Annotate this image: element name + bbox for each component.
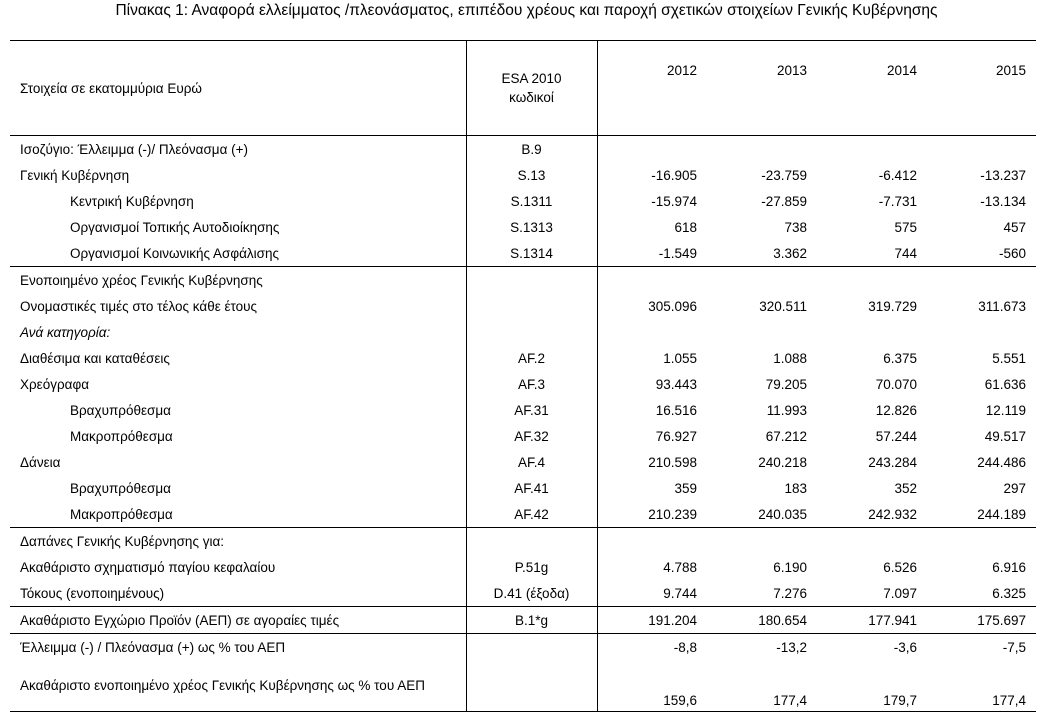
row-value <box>927 528 1036 555</box>
row-value: -13,2 <box>707 634 817 661</box>
row-value: 7.276 <box>773 585 807 601</box>
header-label: Στοιχεία σε εκατομμύρια Ευρώ <box>10 41 466 136</box>
row-value <box>707 528 817 555</box>
row-code: AF.2 <box>466 345 597 371</box>
row-code: B.9 <box>466 136 597 163</box>
row-value <box>817 136 927 163</box>
row-value: 320.511 <box>759 298 807 314</box>
row-label: Δάνεια <box>20 454 61 470</box>
row-value <box>927 267 1036 294</box>
row-value: 159,6 <box>597 660 707 712</box>
row-label: Οργανισμοί Κοινωνικής Ασφάλισης <box>70 245 279 261</box>
row-value: -13.134 <box>980 193 1026 209</box>
row-label: Ισοζύγιο: Έλλειμμα (-)/ Πλεόνασμα (+) <box>20 141 249 157</box>
row-value: 7.097 <box>883 585 917 601</box>
row-value: 352 <box>894 480 917 496</box>
row-value: -7.731 <box>878 193 917 209</box>
row-code <box>466 528 597 555</box>
row-value: 240.035 <box>758 506 807 522</box>
row-value <box>927 319 1036 345</box>
row-value: 575 <box>894 219 917 235</box>
row-value: -27.859 <box>761 193 807 209</box>
header-code-line1: ESA 2010 <box>501 71 562 86</box>
row-label: Βραχυπρόθεσμα <box>70 402 171 418</box>
table-row <box>10 188 1036 214</box>
row-label: Γενική Κυβέρνηση <box>20 167 130 183</box>
row-value <box>817 319 927 345</box>
row-value: 297 <box>1003 480 1026 496</box>
row-value: 305.096 <box>648 298 697 314</box>
row-value: 183 <box>784 480 807 496</box>
table-row <box>10 580 1036 607</box>
table-row <box>10 607 1036 634</box>
table-row <box>10 371 1036 397</box>
row-value: 61.636 <box>984 376 1026 392</box>
table-row <box>10 554 1036 580</box>
row-value: 79.205 <box>765 376 807 392</box>
row-value: 12.826 <box>875 402 917 418</box>
row-code: S.13 <box>466 162 597 188</box>
row-code: AF.4 <box>466 449 597 475</box>
table-row <box>10 240 1036 267</box>
row-label: Ακαθάριστο σχηματισμό παγίου κεφαλαίου <box>20 559 276 575</box>
table-row <box>10 475 1036 501</box>
row-value: 6.325 <box>992 585 1026 601</box>
row-value: 244.189 <box>977 506 1026 522</box>
row-value: 5.551 <box>992 350 1026 366</box>
table-header-row <box>10 41 1036 136</box>
row-value: 57.244 <box>875 428 917 444</box>
row-value <box>597 319 707 345</box>
row-value: 49.517 <box>984 428 1026 444</box>
table-row <box>10 214 1036 240</box>
row-code: S.1311 <box>466 188 597 214</box>
table-row <box>10 319 1036 345</box>
row-value <box>817 528 927 555</box>
row-value: -7,5 <box>927 634 1036 661</box>
row-value: 457 <box>1003 219 1026 235</box>
row-value: 11.993 <box>766 402 807 418</box>
row-label: Ακαθάριστο ενοποιημένο χρέος Γενικής Κυβέρνησης ως % του ΑΕΠ <box>10 660 466 712</box>
row-value: 191.204 <box>597 607 707 634</box>
fiscal-data-table <box>10 40 1036 712</box>
row-value: 9.744 <box>663 585 697 601</box>
row-code: P.51g <box>466 554 597 580</box>
row-value: -6.412 <box>878 167 917 183</box>
row-value: 177,4 <box>927 660 1036 712</box>
row-code: D.41 (έξοδα) <box>466 580 597 607</box>
header-year: 2013 <box>707 41 817 136</box>
row-value: -23.759 <box>761 167 807 183</box>
header-code-line2: κωδικοί <box>509 90 554 105</box>
header-year: 2014 <box>817 41 927 136</box>
table-title: Πίνακας 1: Αναφορά ελλείμματος /πλεονάσματος, επιπέδου χρέους και παροχή σχετικών στοιχείων Γενικής Κυβέρνησης <box>115 2 938 19</box>
row-value: 738 <box>784 219 807 235</box>
row-code: AF.3 <box>466 371 597 397</box>
table-row <box>10 162 1036 188</box>
header-year: 2015 <box>927 41 1036 136</box>
table-row <box>10 501 1036 528</box>
table-row <box>10 397 1036 423</box>
row-value <box>597 267 707 294</box>
row-value: -560 <box>998 245 1026 261</box>
row-value: 67.212 <box>765 428 807 444</box>
row-value: 359 <box>674 480 697 496</box>
row-value: -1.549 <box>658 245 697 261</box>
row-value: 243.284 <box>868 454 917 470</box>
row-value: 180.654 <box>707 607 817 634</box>
row-value: -13.237 <box>980 167 1026 183</box>
table-row <box>10 660 1036 712</box>
row-value: -16.905 <box>651 167 697 183</box>
row-value: 175.697 <box>927 607 1036 634</box>
row-value <box>817 267 927 294</box>
row-label: Χρεόγραφα <box>20 376 90 392</box>
row-label: Μακροπρόθεσμα <box>70 428 173 444</box>
table-row <box>10 345 1036 371</box>
row-value <box>597 136 707 163</box>
row-code: AF.42 <box>466 501 597 528</box>
row-value: -8,8 <box>597 634 707 661</box>
row-label: Έλλειμμα (-) / Πλεόνασμα (+) ως % του ΑΕΠ <box>10 634 466 661</box>
row-code: AF.41 <box>466 475 597 501</box>
row-code <box>466 293 597 319</box>
row-code <box>466 660 597 712</box>
row-value: 179,7 <box>817 660 927 712</box>
row-label: Κεντρική Κυβέρνηση <box>70 193 194 209</box>
table-row <box>10 528 1036 555</box>
row-label: Ενοποιημένο χρέος Γενικής Κυβέρνησης <box>10 267 466 294</box>
row-value: 12.119 <box>985 402 1026 418</box>
row-code: AF.32 <box>466 423 597 449</box>
table-row <box>10 449 1036 475</box>
row-value: 6.916 <box>992 559 1026 575</box>
row-code: S.1313 <box>466 214 597 240</box>
row-label: Ανά κατηγορία: <box>20 324 111 340</box>
row-value: 6.526 <box>883 559 917 575</box>
table-row <box>10 267 1036 294</box>
row-code <box>466 319 597 345</box>
row-value: 6.190 <box>773 559 807 575</box>
row-value <box>927 136 1036 163</box>
row-code <box>466 634 597 661</box>
row-value: 16.516 <box>655 402 697 418</box>
row-label: Ονομαστικές τιμές στο τέλος κάθε έτους <box>20 298 258 314</box>
row-value: 744 <box>894 245 917 261</box>
row-value <box>707 136 817 163</box>
row-value: 311.673 <box>978 298 1026 314</box>
row-value <box>597 528 707 555</box>
row-value: 242.932 <box>868 506 917 522</box>
row-code: S.1314 <box>466 240 597 267</box>
row-value: 210.239 <box>648 506 697 522</box>
row-value: 244.486 <box>977 454 1026 470</box>
row-label: Διαθέσιμα και καταθέσεις <box>20 350 170 366</box>
row-code: AF.31 <box>466 397 597 423</box>
row-label: Τόκους (ενοποιημένους) <box>20 585 165 601</box>
row-value: 93.443 <box>655 376 697 392</box>
row-value: 6.375 <box>883 350 917 366</box>
row-value <box>707 319 817 345</box>
row-value: 1.055 <box>663 350 697 366</box>
row-value: 240.218 <box>758 454 807 470</box>
row-value: 1.088 <box>773 350 807 366</box>
row-value: 177.941 <box>817 607 927 634</box>
row-label: Μακροπρόθεσμα <box>70 506 173 522</box>
table-row <box>10 634 1036 661</box>
row-value: 177,4 <box>707 660 817 712</box>
row-value: 4.788 <box>663 559 697 575</box>
header-year: 2012 <box>597 41 707 136</box>
row-label: Οργανισμοί Τοπικής Αυτοδιοίκησης <box>70 219 280 235</box>
row-value: 70.070 <box>875 376 917 392</box>
row-label: Βραχυπρόθεσμα <box>70 480 171 496</box>
header-code <box>466 41 597 136</box>
row-value: 618 <box>674 219 697 235</box>
row-value: -15.974 <box>651 193 697 209</box>
table-row <box>10 136 1036 163</box>
row-code <box>466 267 597 294</box>
row-code: B.1*g <box>466 607 597 634</box>
table-row <box>10 293 1036 319</box>
row-value: 76.927 <box>655 428 697 444</box>
row-label: Ακαθάριστο Εγχώριο Προϊόν (ΑΕΠ) σε αγοραίες τιμές <box>10 607 466 634</box>
table-row <box>10 423 1036 449</box>
row-value: 319.729 <box>868 298 917 314</box>
row-label: Δαπάνες Γενικής Κυβέρνησης για: <box>10 528 466 555</box>
row-value: 3.362 <box>773 245 807 261</box>
row-value: -3,6 <box>817 634 927 661</box>
row-value: 210.598 <box>648 454 697 470</box>
row-value <box>707 267 817 294</box>
